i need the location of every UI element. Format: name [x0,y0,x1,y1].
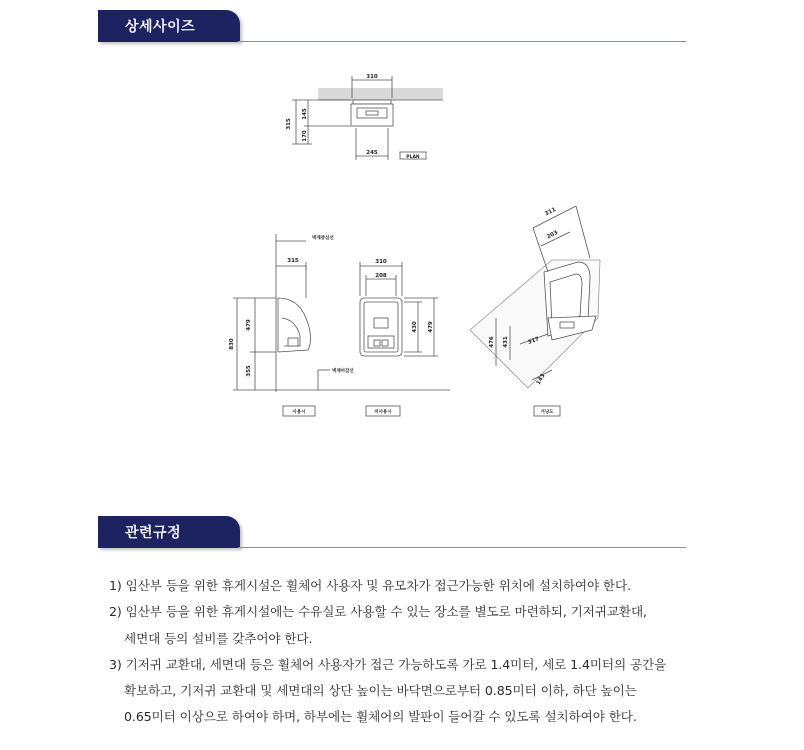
regulation-section-title: 관련규정 [125,525,182,541]
plan-view [292,76,443,160]
regulation-list [109,573,709,731]
perspective-view [470,206,600,416]
regulation-number: 1) [109,578,122,593]
plan-dim-depth: 315 [286,118,292,130]
regulation-item-2 [109,599,709,652]
regulation-number: 3) [109,656,122,672]
regulation-item-1 [109,573,709,599]
size-section-title: 상세사이즈 [125,19,196,35]
regulation-item-3 [109,652,709,731]
regulation-text-continued: 0.65미터 이상으로 하여야 하며, 하부에는 휠체어의 발판이 들어갈 수 있도록 설치하여야 한다. [124,709,637,725]
plan-dim-width: 310 [366,74,378,80]
front-dim-inner-width: 208 [375,273,387,279]
front-dim-outer-height: 479 [428,321,434,333]
side-dim-depth: 315 [287,258,299,264]
regulation-text: 기저귀 교환대, 세면대 등은 휠체어 사용자가 접근 가능하도록 가로 1.4미터, 세로 1.4미터의 공간을 [125,656,667,672]
side-dim-bottom-height: 355 [246,365,252,377]
regulation-number: 2) [109,604,122,620]
plan-dim-back: 170 [302,130,308,142]
persp-dim-top: 311 [544,206,558,218]
persp-view-label: 겨냥도 [540,410,554,415]
front-view-label: 미사용시 [374,410,392,415]
front-dim-outer-width: 310 [375,259,387,265]
persp-dim-height-inner: 431 [503,336,509,348]
plan-label: PLAN [406,155,420,160]
side-floor-label: 벽체마감선 [332,369,354,374]
front-dim-inner-height: 430 [412,321,418,333]
front-view [360,262,438,416]
side-dim-total-height: 830 [229,338,235,350]
regulation-text-continued: 세면대 등의 설비를 갖추어야 한다. [124,630,313,646]
regulation-text-continued: 확보하고, 기저귀 교환대 및 세면대의 상단 높이는 바닥면으로부터 0.85미터 이하, 하단 높이는 [124,683,637,699]
persp-dim-base: 143 [535,373,547,386]
regulation-section-divider [238,547,686,549]
side-dim-body-height: 479 [246,319,252,331]
persp-dim-depth: 317 [527,336,541,346]
regulation-section-tab [98,516,240,548]
side-view-label: 사용시 [292,410,306,415]
regulation-section-header [98,516,686,550]
plan-dim-inner-width: 245 [366,150,378,156]
persp-dim-inner: 203 [546,229,560,241]
regulation-text: 임산부 등을 위한 휴게시설은 휠체어 사용자 및 유모차가 접근가능한 위치에 설치하여야 한다. [125,578,631,593]
side-wall-center-label: 벽체중심선 [312,236,334,241]
regulation-text: 임산부 등을 위한 휴게시설에는 수유실로 사용할 수 있는 장소를 별도로 마련하되, 기저귀교환대, [125,604,647,620]
persp-dim-height-outer: 476 [489,336,495,348]
plan-dim-front: 145 [302,108,308,120]
